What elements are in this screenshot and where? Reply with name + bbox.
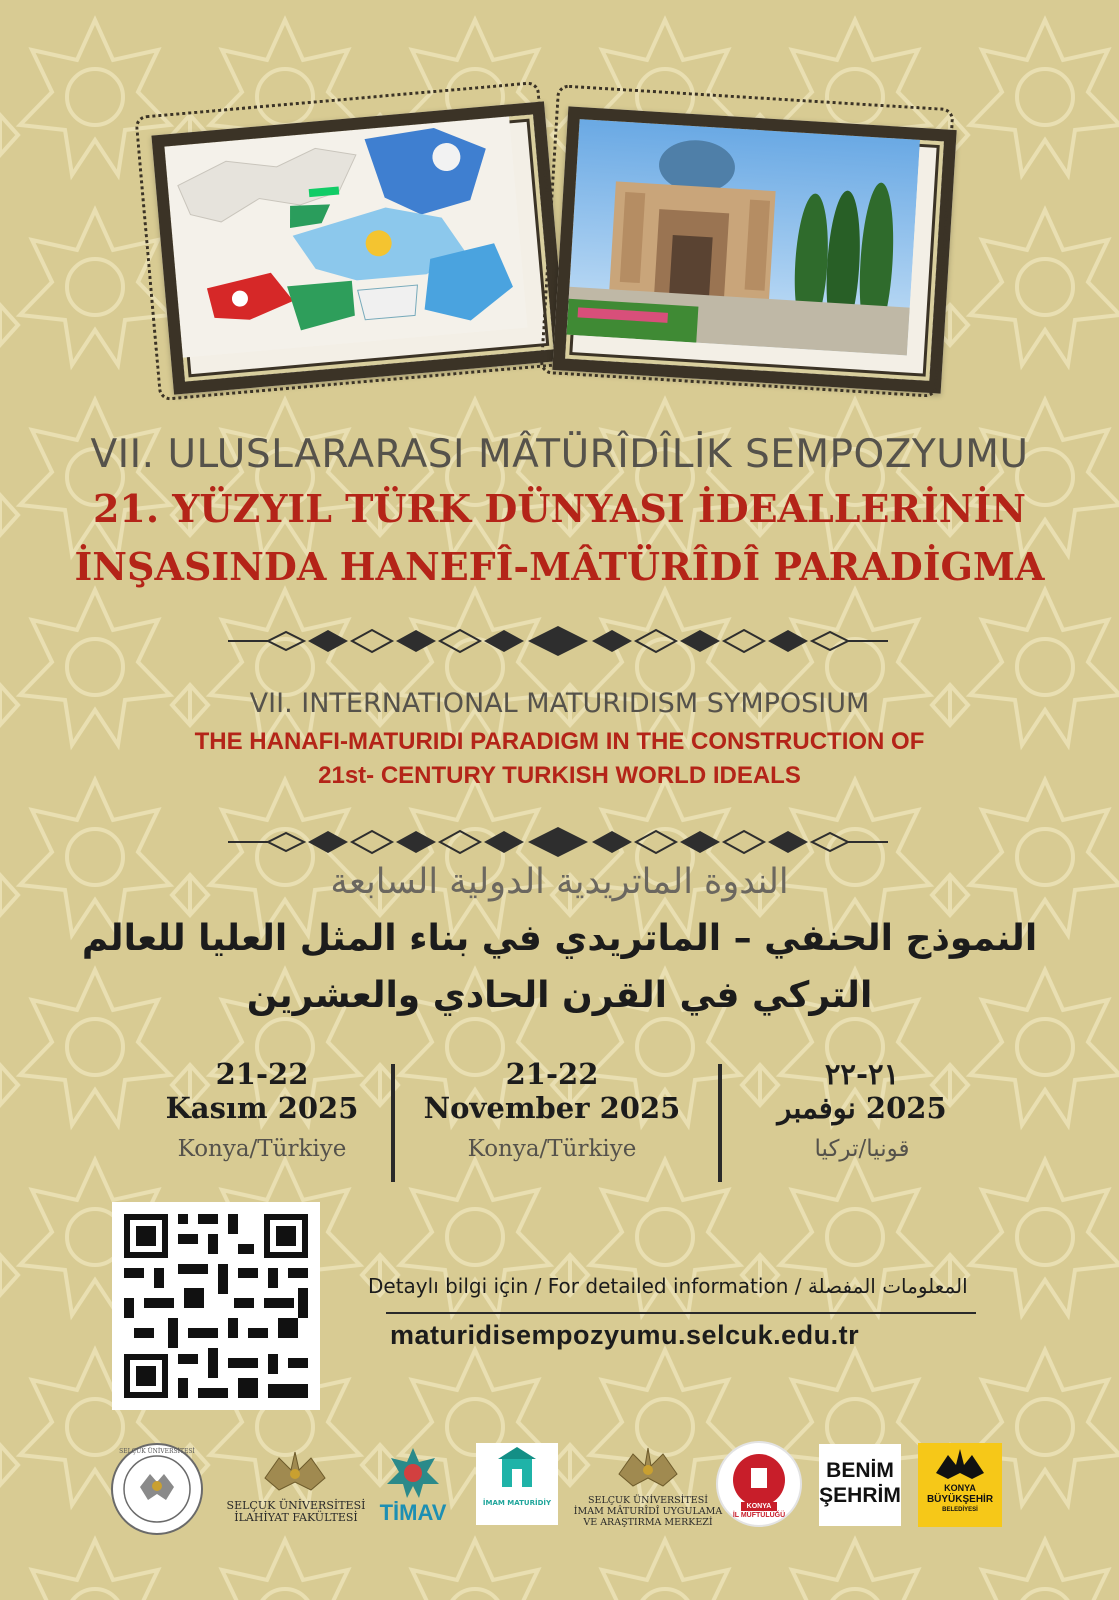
timav-logo-text: TİMAV bbox=[379, 1500, 447, 1525]
center-line1: SELÇUK ÜNİVERSİTESİ bbox=[588, 1495, 708, 1506]
ornamental-divider-2 bbox=[228, 827, 888, 857]
benim-line1: BENİM bbox=[826, 1459, 894, 1482]
muftuluk-label bbox=[715, 1502, 803, 1520]
center-line3: VE ARAŞTIRMA MERKEZİ bbox=[583, 1517, 713, 1528]
imam-maturidi-label: İMAM MATURİDİY bbox=[482, 1499, 552, 1507]
konya-municipality-logo bbox=[918, 1443, 1002, 1527]
konya-line2: BÜYÜKŞEHİR bbox=[926, 1494, 994, 1505]
date-range: ٢١-٢٢ bbox=[824, 1057, 900, 1091]
benim-line2: ŞEHRİM bbox=[819, 1484, 901, 1507]
date-month: November 2025 bbox=[423, 1091, 681, 1125]
date-place: قونيا/تركيا bbox=[814, 1136, 910, 1162]
date-month: Kasım 2025 bbox=[165, 1091, 359, 1125]
website-link[interactable]: maturidisempozyumu.selcuk.edu.tr bbox=[390, 1320, 860, 1350]
date-separator bbox=[391, 1064, 395, 1182]
date-english bbox=[402, 1058, 702, 1162]
research-center-label bbox=[568, 1495, 728, 1528]
konya-line1: KONYA bbox=[944, 1483, 976, 1493]
konya-line3: BELEDİYESİ bbox=[942, 1507, 978, 1513]
benim-sehrim-logo bbox=[819, 1444, 901, 1526]
arabic-title-line1: النموذج الحنفي – الماتريدي في بناء المثل العليا للعالم bbox=[81, 918, 1038, 959]
arabic-title-line2: التركي في القرن الحادي والعشرين bbox=[246, 975, 873, 1016]
ilahiyat-line1: SELÇUK ÜNİVERSİTESİ bbox=[226, 1499, 366, 1512]
date-arabic bbox=[712, 1058, 1012, 1162]
turkish-title-line2: İNŞASINDA HANEFÎ-MÂTÜRÎDÎ PARADİGMA bbox=[74, 544, 1045, 589]
arabic-subtitle: الندوة الماتريدية الدولية السابعة bbox=[330, 862, 789, 902]
english-title-line2: 21st- CENTURY TURKISH WORLD IDEALS bbox=[318, 762, 801, 789]
english-title-line1: THE HANAFI-MATURIDI PARADIGM IN THE CONSTRUCTION OF bbox=[194, 728, 925, 755]
date-place: Konya/Türkiye bbox=[177, 1136, 347, 1162]
faculty-eagle-emblem-icon bbox=[255, 1442, 335, 1502]
qr-code[interactable] bbox=[112, 1202, 320, 1410]
selcuk-university-label: SELÇUK ÜNİVERSİTESİ bbox=[119, 1448, 195, 1455]
info-underline bbox=[386, 1312, 976, 1314]
timav-star-icon bbox=[385, 1446, 441, 1498]
turkish-title-line1: 21. YÜZYIL TÜRK DÜNYASI İDEALLERİNİN bbox=[92, 486, 1027, 531]
english-subtitle: VII. INTERNATIONAL MATURIDISM SYMPOSIUM bbox=[249, 688, 870, 719]
muftuluk-line1: KONYA bbox=[746, 1503, 772, 1510]
ilahiyat-faculty-label bbox=[206, 1500, 386, 1524]
date-range: 21-22 bbox=[215, 1057, 309, 1091]
imam-maturidi-logo bbox=[476, 1443, 558, 1525]
info-label: Detaylı bilgi için / For detailed information / المعلومات المفصلة bbox=[368, 1274, 968, 1298]
date-turkish bbox=[112, 1058, 412, 1162]
imam-maturidi-building-icon bbox=[476, 1443, 558, 1503]
ilahiyat-line2: İLAHİYAT FAKÜLTESİ bbox=[234, 1511, 358, 1524]
konya-eagle-icon bbox=[918, 1443, 1002, 1483]
date-range: 21-22 bbox=[505, 1057, 599, 1091]
research-center-eagle-emblem-icon bbox=[613, 1442, 683, 1494]
center-line2: İMAM MÂTURÎDÎ UYGULAMA bbox=[573, 1506, 723, 1517]
selcuk-university-seal-icon bbox=[110, 1442, 204, 1536]
mausoleum-frame-ornament bbox=[540, 84, 955, 398]
map-frame-ornament bbox=[134, 81, 563, 401]
date-month: 2025 نوفمبر bbox=[777, 1091, 947, 1125]
muftuluk-line2: İL MÜFTÜLÜĞÜ bbox=[732, 1512, 786, 1519]
ornamental-divider bbox=[228, 626, 888, 656]
turkish-subtitle: VII. ULUSLARARASI MÂTÜRÎDÎLİK SEMPOZYUMU bbox=[90, 432, 1029, 477]
date-place: Konya/Türkiye bbox=[467, 1136, 637, 1162]
